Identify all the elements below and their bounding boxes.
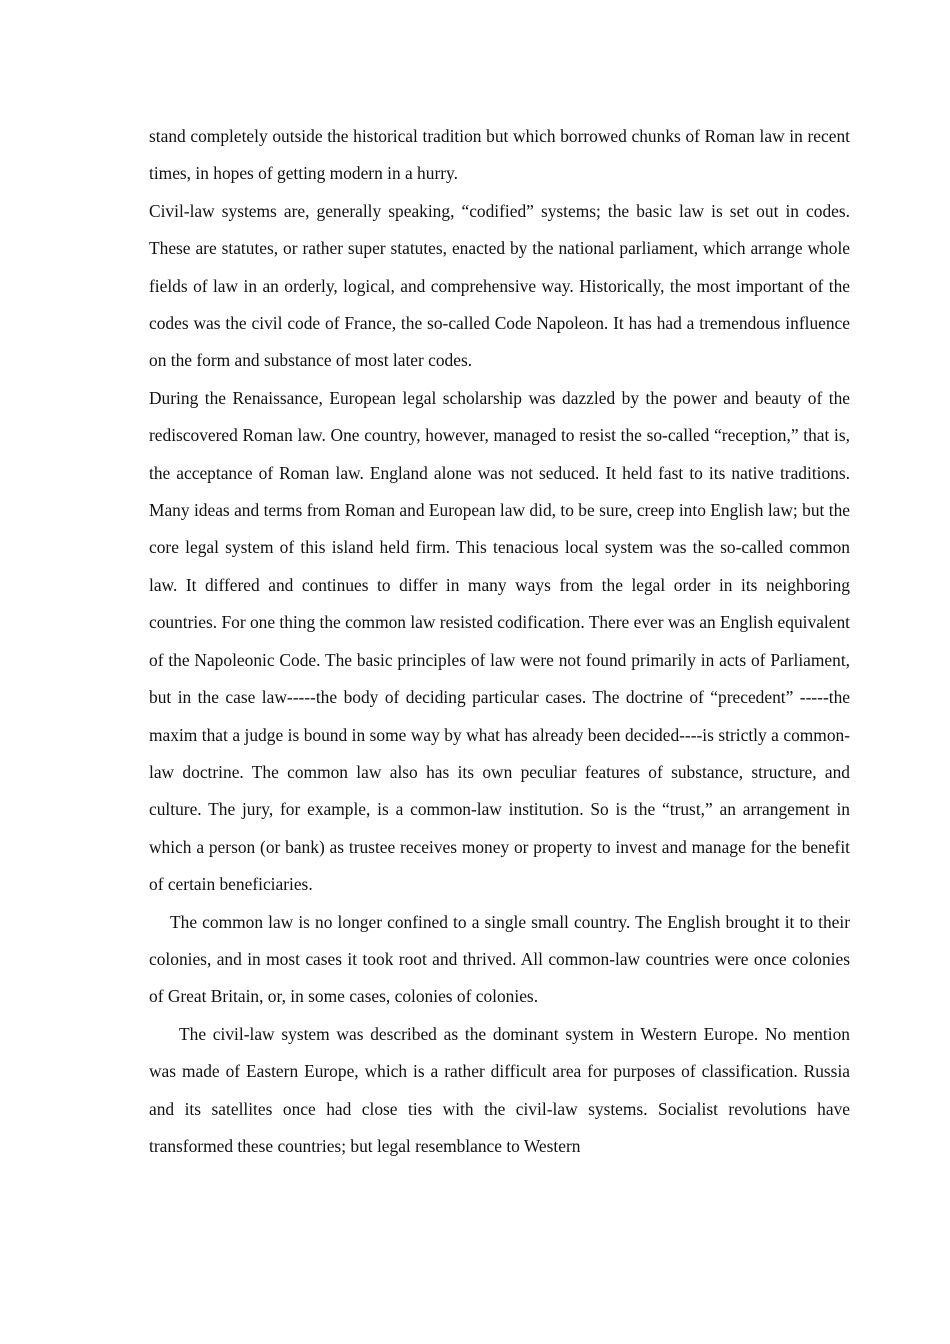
paragraph-eastern-europe: The civil-law system was described as the dominant system in Western Europe. No mention was made of Eastern Europe, which is a rather difficult area for purposes of classification. Russia and its satellites once had close ties with the civil-law systems. Socialist revolutions have transformed these countries; but legal resemblance to Western xyxy=(149,1023,850,1156)
paragraph-continuation: stand completely outside the historical tradition but which borrowed chunks of Roman law in recent times, in hopes of getting modern in a hurry. xyxy=(149,126,850,184)
body-text xyxy=(149,118,850,1165)
paragraph-common-law-spread: The common law is no longer confined to a single small country. The English brought it to their colonies, and in most cases it took root and thrived. All common-law countries were once colonies of Great Britain, or, in some cases, colonies of colonies. xyxy=(149,911,850,1007)
paragraph-common-law-origin: During the Renaissance, European legal scholarship was dazzled by the power and beauty of the rediscovered Roman law. One country, however, managed to resist the so-called “reception,” that is, the acceptance of Roman law. England alone was not seduced. It held fast to its native traditions. Many ideas and terms from Roman and European law did, to be sure, creep into English law; but the core legal system of this island held firm. This tenacious local system was the so-called common law. It differed and continues to differ in many ways from the legal order in its neighboring countries. For one thing the common law resisted codification. There ever was an English equivalent of the Napoleonic Code. The basic principles of law were not found primarily in acts of Parliament, but in the case law-----the body of deciding particular cases. The doctrine of “precedent” -----the maxim that a judge is bound in some way by what has already been decided----is strictly a common-law doctrine. The common law also has its own peculiar features of substance, structure, and culture. The jury, for example, is a common-law institution. So is the “trust,” an arrangement in which a person (or bank) as trustee receives money or property to invest and manage for the benefit of certain beneficiaries. xyxy=(149,387,850,895)
paragraph-civil-law-codes: Civil-law systems are, generally speaking, “codified” systems; the basic law is set out in codes. These are statutes, or rather super statutes, enacted by the national parliament, which arrange whole fields of law in an orderly, logical, and comprehensive way. Historically, the most important of the codes was the civil code of France, the so-called Code Napoleon. It has had a tremendous influence on the form and substance of most later codes. xyxy=(149,200,850,371)
